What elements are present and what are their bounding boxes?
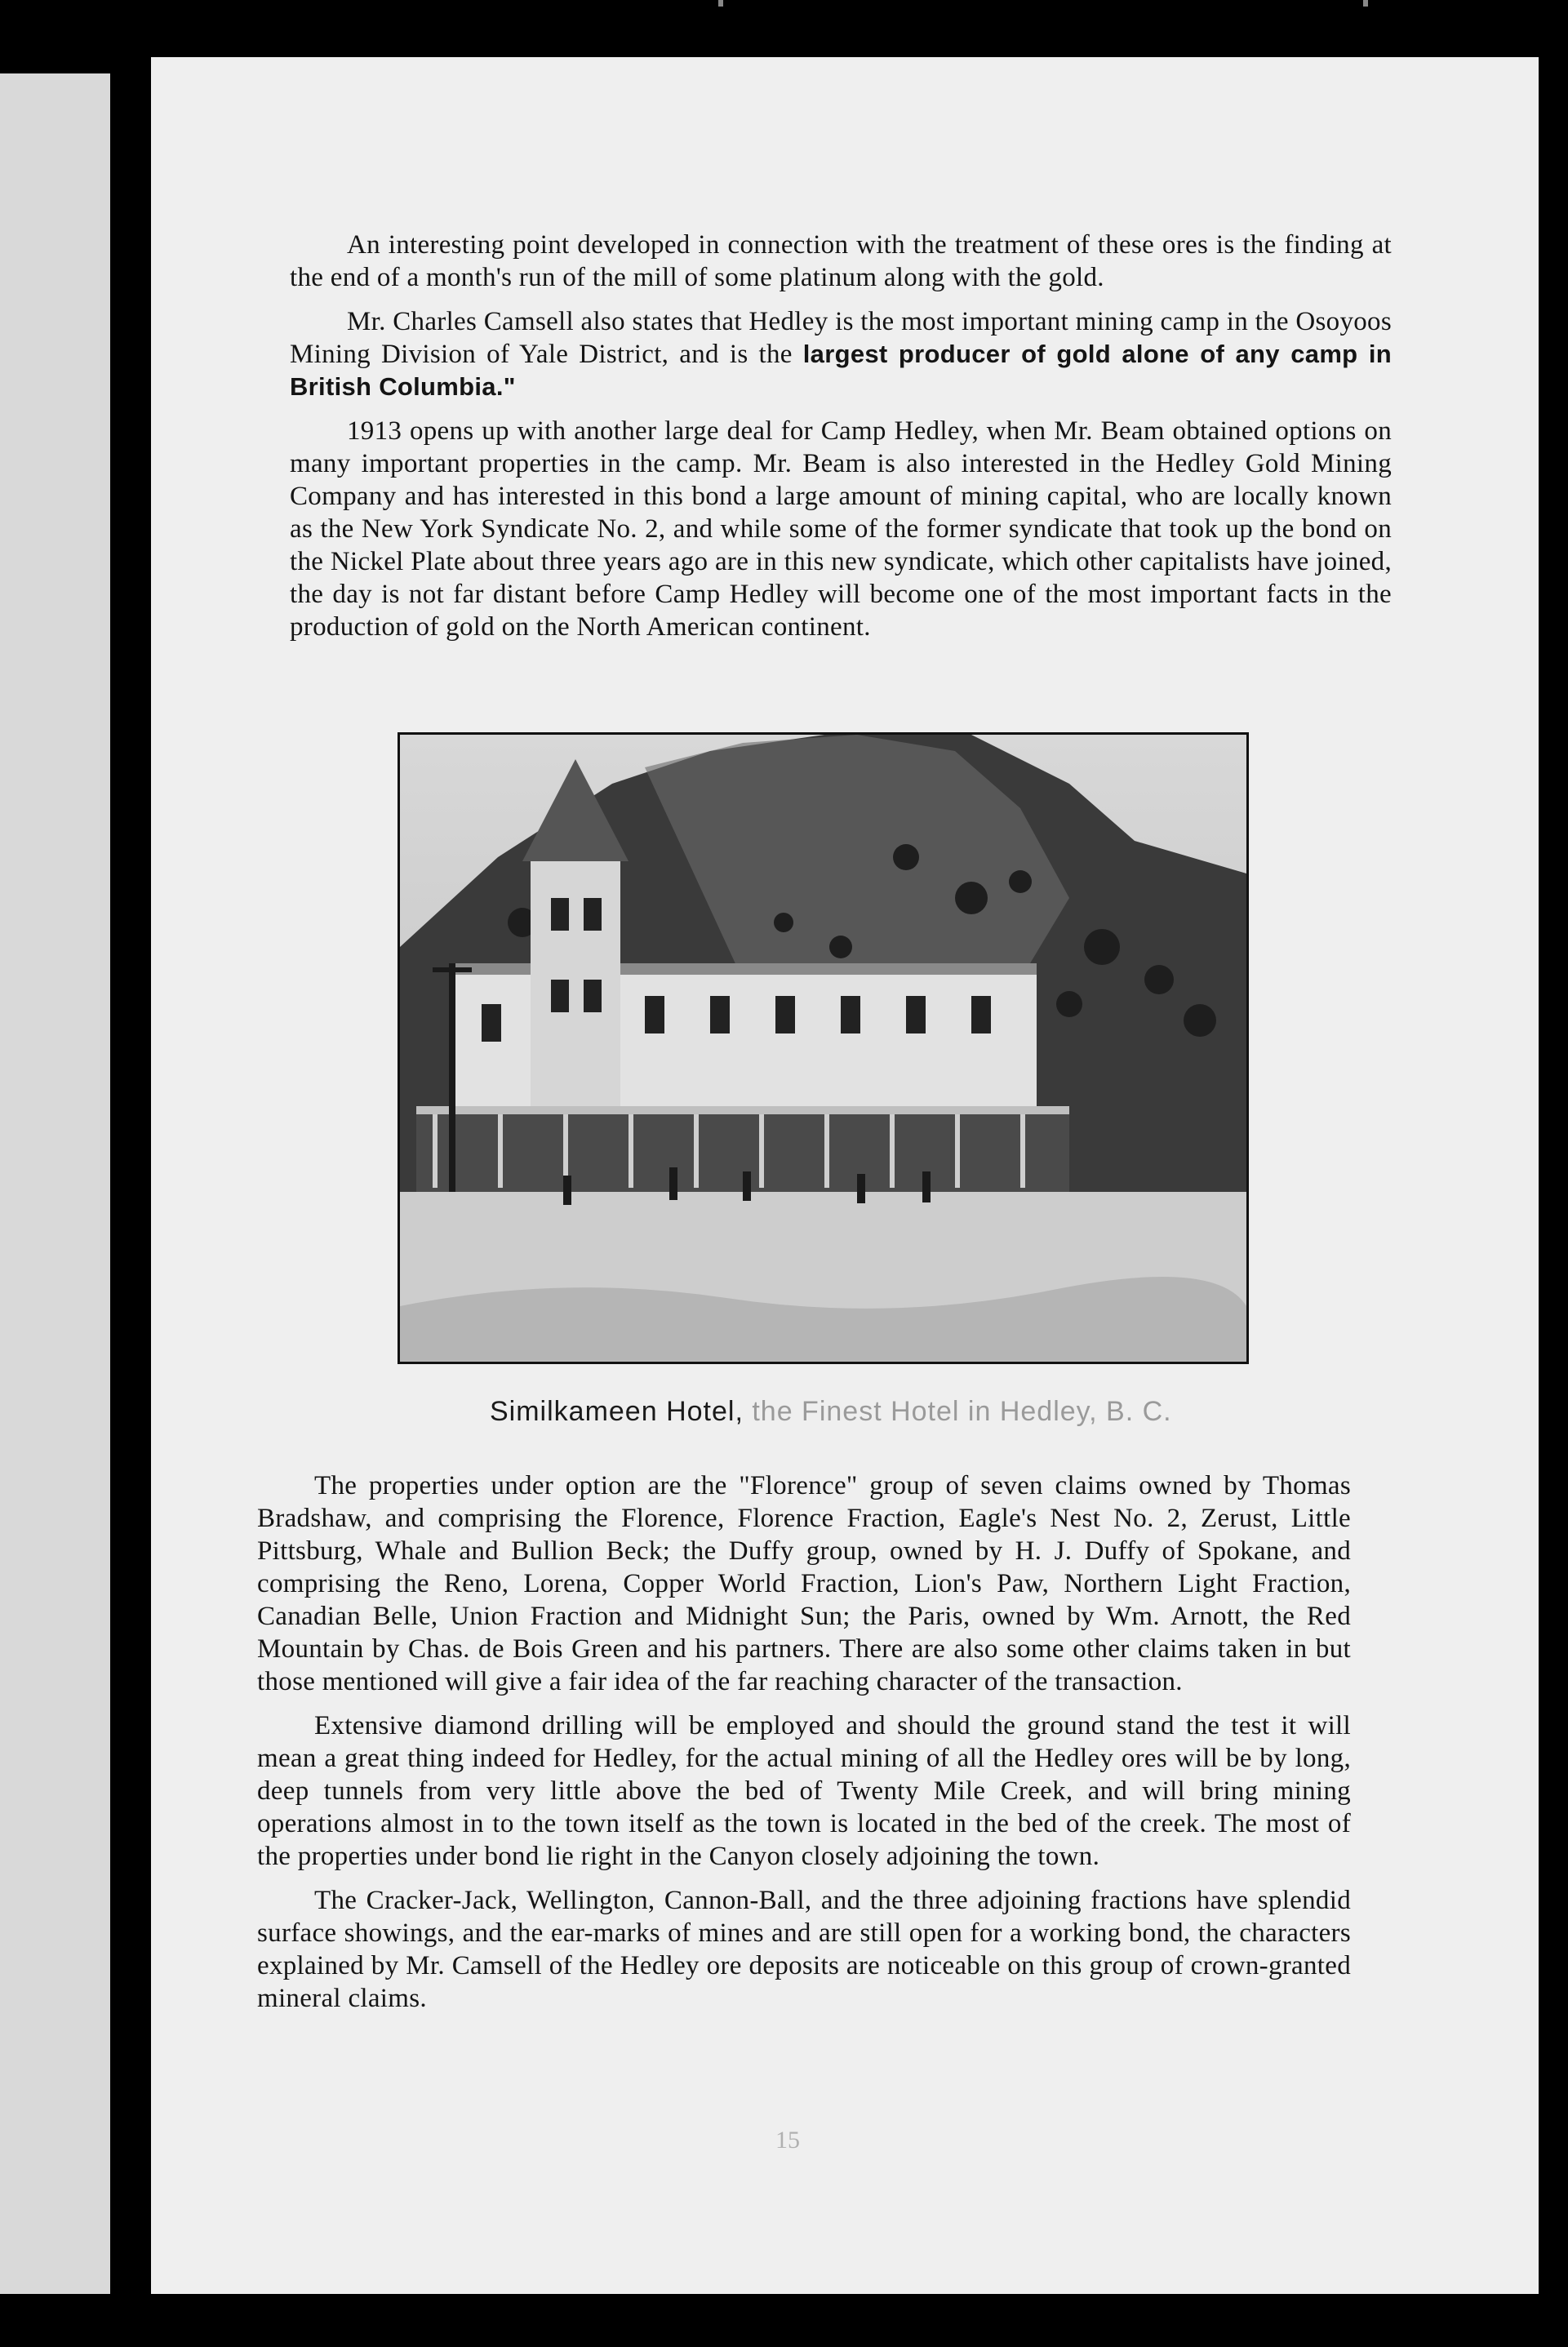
paragraph-cracker-jack: The Cracker-Jack, Wellington, Cannon-Ball, and the three adjoining fractions have splendid surface showings, and the ear-marks of mines and are still open for a working bond, the characters explained by Mr. Camsell of the Hedley ore deposits are noticeable on this group of crown-granted mineral claims. [257,1886,1351,2013]
camsell-text: Mr. Charles Camsell also states that Hedley is the most important mining camp in the Osoyoos Mining Division of Yale District, and is the [290,307,1392,369]
adjacent-page-edge [0,73,110,2294]
scan-mark [718,0,723,7]
page-number: 15 [775,2127,800,2154]
paragraph-properties: The properties under option are the "Florence" group of seven claims owned by Thomas Bradshaw, and comprising the Florence, Florence Fraction, Eagle's Nest No. 2, Zerust, Little Pittsburg, Whale and Bullion Beck; the Duffy group, owned by H. J. Duffy of Spokane, and comprising the Reno, Lorena, Copper World Fraction, Lion's Paw, Northern Light Fraction, Canadian Belle, Union Fraction and Midnight Sun; the Paris, owned by Wm. Arnott, the Red Mountain by Chas. de Bois Green and his partners. There are also some other claims taken in but those mentioned will give a fair idea of the far reaching character of the transaction. [257,1471,1351,1696]
caption-subtitle: the Finest Hotel in Hedley, B. C. [752,1396,1172,1427]
photo-caption [490,1396,1306,1428]
top-text-block [290,229,1392,655]
paragraph-drilling: Extensive diamond drilling will be employed and should the ground stand the test it will mean a great thing indeed for Hedley, for the actual mining of all the Hedley ores will be by long, deep tunnels from very little above the bed of Twenty Mile Creek, and will bring mining operations almost in to the town itself as the town is located in the bed of the creek. The most of the properties under bond lie right in the Canyon closely adjoining the town. [257,1711,1351,1871]
bottom-text-block [257,1469,1351,2026]
paragraph-camsell [290,305,1392,403]
hotel-photo [398,732,1249,1364]
caption-title: Similkameen Hotel, [490,1396,744,1427]
paragraph-platinum: An interesting point developed in connection with the treatment of these ores is the finding at the end of a month's run of the mill of some platinum along with the gold. [290,230,1392,292]
scan-mark [1363,0,1368,7]
bold-statement: largest producer of gold alone of any camp in British Columbia." [290,340,1392,401]
paragraph-1913: 1913 opens up with another large deal for Camp Hedley, when Mr. Beam obtained options on many important properties in the camp. Mr. Beam is also interested in the Hedley Gold Mining Company and has interested in this bond a large amount of mining capital, who are locally known as the New York Syndicate No. 2, and while some of the former syndicate that took up the bond on the Nickel Plate about three years ago are in this new syndicate, which other capitalists have joined, the day is not far distant before Camp Hedley will become one of the most important facts in the production of gold on the North American continent. [290,416,1392,642]
